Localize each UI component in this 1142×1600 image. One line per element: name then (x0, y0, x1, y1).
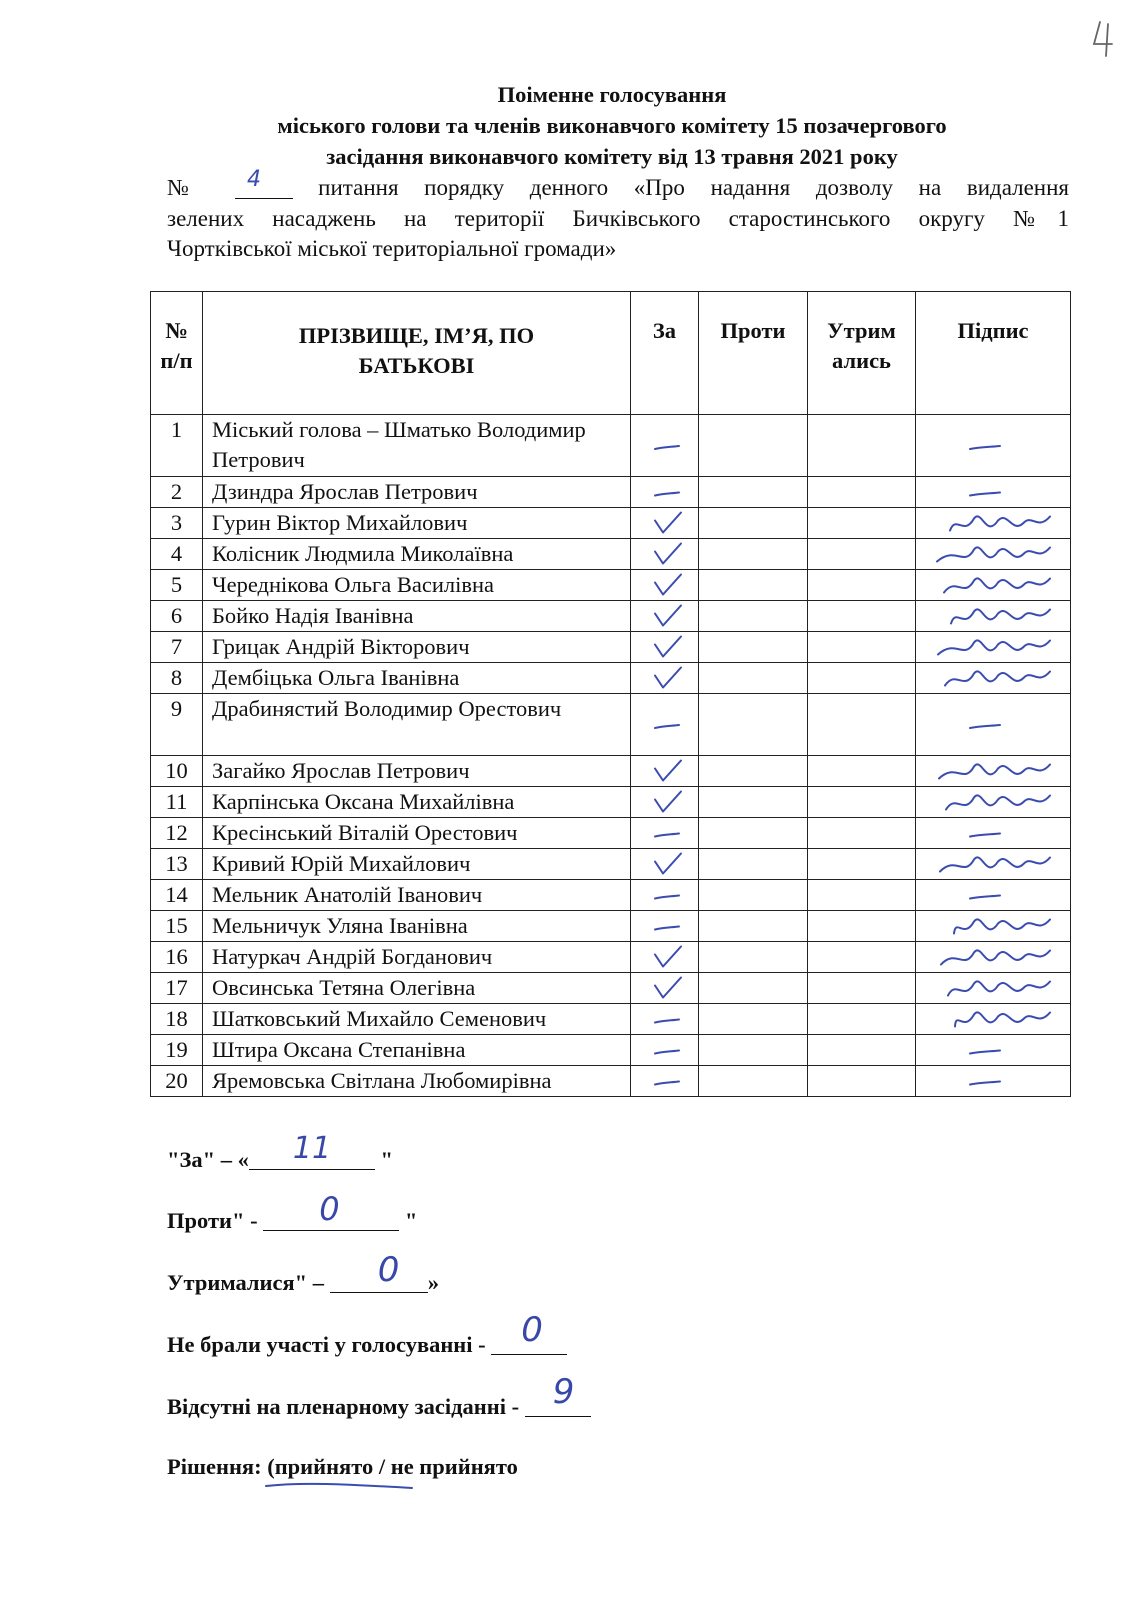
table-row (151, 1035, 1071, 1066)
check-mark-icon (631, 539, 699, 570)
handwritten-signature-icon (916, 570, 1071, 601)
summary-for-label: "За" – « (167, 1147, 249, 1172)
vote-for-cell (631, 1004, 699, 1035)
signature-cell (916, 508, 1071, 539)
handwritten-signature-icon (916, 539, 1071, 570)
vote-against-cell (699, 787, 808, 818)
vote-abstained-cell (808, 632, 916, 663)
member-name: Загайко Ярослав Петрович (203, 756, 631, 787)
vote-against-cell (699, 756, 808, 787)
signature-cell (916, 1035, 1071, 1066)
summary-against-field (263, 1190, 399, 1231)
summary-absent-field (525, 1372, 591, 1417)
vote-for-cell (631, 477, 699, 508)
table-row (151, 415, 1071, 477)
agenda-text-line2: зелених насаджень на території Бичківського старостинського округу №1 (167, 205, 1069, 231)
member-name: Штира Оксана Степанівна (203, 1035, 631, 1066)
row-number: 16 (151, 942, 203, 973)
row-number: 6 (151, 601, 203, 632)
table-row (151, 849, 1071, 880)
check-mark-icon (631, 570, 699, 601)
signature-cell (916, 973, 1071, 1004)
summary-for-field (249, 1131, 375, 1170)
member-name: Міський голова – Шматько Володимир Петрович (203, 415, 631, 477)
table-row (151, 1004, 1071, 1035)
page-subtitle-line2: засідання виконавчого комітету від 13 травня 2021 року (326, 144, 898, 169)
vote-for-cell (631, 849, 699, 880)
signature-dash-icon (916, 880, 1071, 911)
summary-against-value: 0 (319, 1190, 340, 1228)
check-mark-icon (631, 756, 699, 787)
vote-abstained-cell (808, 570, 916, 601)
vote-table (150, 291, 1071, 1097)
handwritten-signature-icon (916, 973, 1071, 1004)
handwritten-signature-icon (916, 1004, 1071, 1035)
vote-abstained-cell (808, 787, 916, 818)
summary-not-voted (167, 1310, 567, 1358)
signature-cell (916, 539, 1071, 570)
member-name: Гурин Віктор Михайлович (203, 508, 631, 539)
dash-mark-icon (631, 477, 699, 508)
vote-against-cell (699, 415, 808, 477)
summary-absent-value: 9 (552, 1372, 575, 1412)
summary-against (167, 1190, 418, 1234)
table-row (151, 570, 1071, 601)
vote-against-cell (699, 663, 808, 694)
vote-for-cell (631, 694, 699, 756)
vote-for-cell (631, 663, 699, 694)
summary-abstained-field (330, 1250, 428, 1293)
dash-mark-icon (631, 1035, 699, 1066)
summary-decision: Рішення: (прийнято / не прийнято (167, 1454, 518, 1479)
vote-abstained-cell (808, 880, 916, 911)
vote-against-cell (699, 508, 808, 539)
summary-not-voted-label: Не брали участі у голосуванні - (167, 1332, 492, 1357)
dash-mark-icon (631, 911, 699, 942)
table-row (151, 632, 1071, 663)
summary-absent (167, 1372, 591, 1420)
table-row (151, 818, 1071, 849)
signature-cell (916, 1066, 1071, 1097)
vote-for-cell (631, 632, 699, 663)
vote-abstained-cell (808, 1066, 916, 1097)
table-row (151, 508, 1071, 539)
dash-mark-icon (631, 818, 699, 849)
signature-dash-icon (916, 818, 1071, 849)
vote-against-cell (699, 818, 808, 849)
dash-mark-icon (631, 694, 699, 756)
vote-abstained-cell (808, 818, 916, 849)
table-row (151, 539, 1071, 570)
vote-against-cell (699, 973, 808, 1004)
header-num: № п/п (151, 292, 203, 415)
signature-dash-icon (916, 477, 1071, 508)
member-name: Мельник Анатолій Іванович (203, 880, 631, 911)
vote-against-cell (699, 1035, 808, 1066)
check-mark-icon (631, 849, 699, 880)
header-for: За (631, 292, 699, 415)
handwritten-signature-icon (916, 787, 1071, 818)
vote-against-cell (699, 942, 808, 973)
row-number: 19 (151, 1035, 203, 1066)
vote-abstained-cell (808, 973, 916, 1004)
handwritten-signature-icon (916, 601, 1071, 632)
row-number: 7 (151, 632, 203, 663)
summary-absent-label: Відсутні на пленарному засіданні - (167, 1394, 525, 1419)
signature-dash-icon (916, 1035, 1071, 1066)
dash-mark-icon (631, 1066, 699, 1097)
handwritten-signature-icon (916, 942, 1071, 973)
page-subtitle-line1: міського голови та членів виконавчого комітету 15 позачергового (277, 113, 947, 138)
vote-against-cell (699, 880, 808, 911)
row-number: 2 (151, 477, 203, 508)
check-mark-icon (631, 942, 699, 973)
header-against: Проти (699, 292, 808, 415)
vote-abstained-cell (808, 911, 916, 942)
vote-for-cell (631, 942, 699, 973)
row-number: 8 (151, 663, 203, 694)
vote-for-cell (631, 1035, 699, 1066)
vote-abstained-cell (808, 1004, 916, 1035)
vote-for-cell (631, 756, 699, 787)
table-row (151, 973, 1071, 1004)
vote-against-cell (699, 1066, 808, 1097)
vote-against-cell (699, 632, 808, 663)
vote-against-cell (699, 911, 808, 942)
signature-cell (916, 818, 1071, 849)
signature-cell (916, 880, 1071, 911)
agenda-number-field (235, 167, 293, 199)
table-row (151, 787, 1071, 818)
signature-cell (916, 787, 1071, 818)
vote-for-cell (631, 787, 699, 818)
summary-not-voted-field (491, 1310, 567, 1355)
row-number: 10 (151, 756, 203, 787)
row-number: 20 (151, 1066, 203, 1097)
table-row (151, 880, 1071, 911)
vote-for-cell (631, 818, 699, 849)
member-name: Яремовська Світлана Любомирівна (203, 1066, 631, 1097)
check-mark-icon (631, 508, 699, 539)
signature-cell (916, 911, 1071, 942)
table-row (151, 756, 1071, 787)
member-name: Череднікова Ольга Василівна (203, 570, 631, 601)
row-number: 1 (151, 415, 203, 477)
signature-cell (916, 694, 1071, 756)
member-name: Дзиндра Ярослав Петрович (203, 477, 631, 508)
row-number: 12 (151, 818, 203, 849)
vote-for-cell (631, 508, 699, 539)
handwritten-signature-icon (916, 911, 1071, 942)
row-number: 11 (151, 787, 203, 818)
handwritten-signature-icon (916, 508, 1071, 539)
summary-abstained (167, 1250, 439, 1296)
vote-abstained-cell (808, 663, 916, 694)
member-name: Грицак Андрій Вікторович (203, 632, 631, 663)
member-name: Драбинястий Володимир Орестович (203, 694, 631, 756)
handwritten-number (239, 164, 279, 194)
member-name: Дембіцька Ольга Іванівна (203, 663, 631, 694)
signature-dash-icon (916, 694, 1071, 756)
signature-cell (916, 477, 1071, 508)
vote-abstained-cell (808, 1035, 916, 1066)
member-name: Овсинська Тетяна Олегівна (203, 973, 631, 1004)
member-name: Кривий Юрій Михайлович (203, 849, 631, 880)
vote-against-cell (699, 1004, 808, 1035)
vote-for-cell (631, 601, 699, 632)
handwritten-signature-icon (916, 849, 1071, 880)
header-signature: Підпис (916, 292, 1071, 415)
signature-dash-icon (916, 1066, 1071, 1097)
handwritten-signature-icon (916, 663, 1071, 694)
row-number: 3 (151, 508, 203, 539)
row-number: 15 (151, 911, 203, 942)
signature-cell (916, 601, 1071, 632)
vote-abstained-cell (808, 756, 916, 787)
vote-abstained-cell (808, 477, 916, 508)
table-header-row (151, 292, 1071, 415)
row-number: 5 (151, 570, 203, 601)
table-row (151, 601, 1071, 632)
member-name: Натуркач Андрій Богданович (203, 942, 631, 973)
decision-underline-ink (262, 1476, 422, 1490)
table-row (151, 663, 1071, 694)
member-name: Кресінський Віталій Орестович (203, 818, 631, 849)
svg-text:4: 4 (246, 167, 261, 192)
signature-cell (916, 415, 1071, 477)
signature-cell (916, 756, 1071, 787)
vote-for-cell (631, 570, 699, 601)
summary-against-close: " (399, 1208, 418, 1233)
signature-cell (916, 570, 1071, 601)
check-mark-icon (631, 601, 699, 632)
member-name: Шатковський Михайло Семенович (203, 1004, 631, 1035)
summary-for (167, 1131, 393, 1173)
table-row (151, 911, 1071, 942)
agenda-item (167, 167, 1070, 265)
dash-mark-icon (631, 880, 699, 911)
vote-abstained-cell (808, 601, 916, 632)
page-number-handwritten (1090, 18, 1130, 58)
signature-cell (916, 663, 1071, 694)
signature-dash-icon (916, 415, 1071, 477)
check-mark-icon (631, 663, 699, 694)
signature-cell (916, 632, 1071, 663)
agenda-text-line3: Чортківської міської територіальної громади» (167, 236, 617, 261)
vote-against-cell (699, 601, 808, 632)
vote-for-cell (631, 415, 699, 477)
summary-abstained-value: 0 (377, 1250, 400, 1290)
member-name: Бойко Надія Іванівна (203, 601, 631, 632)
summary-not-voted-value: 0 (521, 1310, 543, 1350)
vote-abstained-cell (808, 694, 916, 756)
row-number: 13 (151, 849, 203, 880)
member-name: Колісник Людмила Миколаївна (203, 539, 631, 570)
row-number: 14 (151, 880, 203, 911)
vote-for-cell (631, 911, 699, 942)
summary-against-label: Проти" - (167, 1208, 264, 1233)
agenda-text-line1: питання порядку денного «Про надання дозволу на видалення (318, 175, 1070, 200)
check-mark-icon (631, 787, 699, 818)
member-name: Карпінська Оксана Михайлівна (203, 787, 631, 818)
signature-cell (916, 1004, 1071, 1035)
vote-abstained-cell (808, 415, 916, 477)
summary-for-close: " (374, 1147, 393, 1172)
signature-cell (916, 849, 1071, 880)
vote-for-cell (631, 539, 699, 570)
check-mark-icon (631, 973, 699, 1004)
row-number: 17 (151, 973, 203, 1004)
vote-abstained-cell (808, 942, 916, 973)
vote-against-cell (699, 477, 808, 508)
vote-against-cell (699, 570, 808, 601)
number-sign: № (167, 175, 209, 200)
vote-for-cell (631, 973, 699, 1004)
header-name: ПРІЗВИЩЕ, ІМ’Я, ПО БАТЬКОВІ (203, 292, 631, 415)
summary-abstained-label: Утрималися" – (167, 1270, 330, 1295)
check-mark-icon (631, 632, 699, 663)
handwritten-signature-icon (916, 756, 1071, 787)
vote-abstained-cell (808, 539, 916, 570)
handwritten-signature-icon (916, 632, 1071, 663)
signature-cell (916, 942, 1071, 973)
member-name: Мельничук Уляна Іванівна (203, 911, 631, 942)
vote-against-cell (699, 849, 808, 880)
row-number: 9 (151, 694, 203, 756)
dash-mark-icon (631, 1004, 699, 1035)
table-row (151, 694, 1071, 756)
table-row (151, 477, 1071, 508)
vote-for-cell (631, 1066, 699, 1097)
vote-against-cell (699, 694, 808, 756)
row-number: 4 (151, 539, 203, 570)
header-abstained: Утрим ались (808, 292, 916, 415)
table-row (151, 1066, 1071, 1097)
vote-table-body (151, 415, 1071, 1097)
summary-abstained-close: » (427, 1270, 439, 1295)
vote-abstained-cell (808, 849, 916, 880)
vote-for-cell (631, 880, 699, 911)
vote-abstained-cell (808, 508, 916, 539)
summary-for-value: 11 (292, 1131, 332, 1166)
dash-mark-icon (631, 415, 699, 477)
vote-against-cell (699, 539, 808, 570)
row-number: 18 (151, 1004, 203, 1035)
page-title: Поіменне голосування (497, 82, 727, 107)
table-row (151, 942, 1071, 973)
